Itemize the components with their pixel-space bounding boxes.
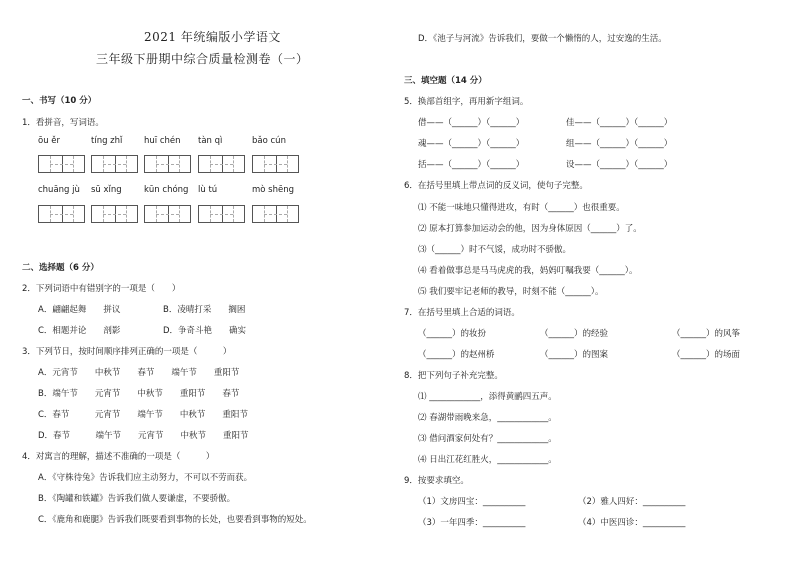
q4-option-a: A．《守株待兔》告诉我们应主动努力，不可以不劳而获。 — [38, 473, 253, 483]
pinyin-label: sū xǐng — [91, 185, 122, 195]
q9-row2-left: （3）一年四季：__________ — [418, 518, 526, 528]
q5-row3-right: 设——（______）（______） — [566, 160, 673, 170]
q4-option-c: C．《鹿角和鹿腿》告诉我们既要看到事物的长处，也要看到事物的短处。 — [38, 515, 312, 525]
q5-row1-right: 佳——（______）（______） — [566, 118, 673, 128]
question-1: 1．看拼音，写词语。 — [22, 118, 104, 128]
q7-row2-col3: （______）的场面 — [672, 350, 741, 360]
q7-row1-col2: （______）的经验 — [540, 329, 609, 339]
q3-option-c: C．春节 元宵节 端午节 中秋节 重阳节 — [38, 410, 248, 420]
q7-row2-col2: （______）的图案 — [540, 350, 609, 360]
pinyin-label: ōu ěr — [38, 136, 61, 146]
q9-row1-left: （1）文房四宝：__________ — [418, 497, 526, 507]
writing-box[interactable] — [91, 155, 138, 173]
q6-item-3: ⑶（______）时不气馁，成功时不骄傲。 — [418, 245, 572, 255]
q6-item-2: ⑵ 原本打算参加运动会的他，因为身体原因（______）了。 — [418, 224, 642, 234]
q3-option-b: B．端午节 元宵节 中秋节 重阳节 春节 — [38, 389, 240, 399]
q8-item-3: ⑶ 借问酒家何处有？____________。 — [418, 434, 557, 444]
q2-option-a: A．翩翩起舞 拼议 — [38, 305, 121, 315]
section-choice-heading: 二、选择题（6 分） — [22, 263, 99, 273]
pinyin-label: kūn chóng — [144, 185, 189, 195]
q7-row1-col1: （______）的妆扮 — [418, 329, 487, 339]
q5-row3-left: 括——（______）（______） — [418, 160, 525, 170]
section-fill-heading: 三、填空题（14 分） — [404, 76, 487, 86]
question-8: 8．把下列句子补充完整。 — [404, 371, 503, 381]
pinyin-label: huī chén — [144, 136, 181, 146]
section-writing-heading: 一、书写（10 分） — [22, 96, 97, 106]
q2-option-b: B．凌晴打采 搁困 — [163, 305, 246, 315]
writing-box[interactable] — [252, 205, 299, 223]
pinyin-label: chuāng jù — [38, 185, 80, 195]
exam-title-line1: 2021 年统编版小学语文 — [144, 30, 281, 44]
q6-item-1: ⑴ 不能一味地只懂得进攻，有时（______）也很重要。 — [418, 203, 625, 213]
q9-row2-right: （4）中医四诊：__________ — [578, 518, 686, 528]
question-9: 9．按要求填空。 — [404, 476, 469, 486]
pinyin-label: tíng zhǐ — [91, 136, 123, 146]
q8-item-1: ⑴ ____________，添得黄鹂四五声。 — [418, 392, 557, 402]
writing-box[interactable] — [198, 155, 245, 173]
q2-option-c: C．相题并论 剖影 — [38, 326, 121, 336]
q6-item-4: ⑷ 看着做事总是马马虎虎的我，妈妈叮嘱我要（______）。 — [418, 266, 638, 276]
writing-box[interactable] — [144, 155, 191, 173]
pinyin-label: tàn qì — [198, 136, 223, 146]
exam-title-line2: 三年级下册期中综合质量检测卷（一） — [96, 52, 309, 66]
q8-item-4: ⑷ 日出江花红胜火，____________。 — [418, 455, 557, 465]
question-5: 5．换部首组字，再用新字组词。 — [404, 97, 529, 107]
question-4: 4．对寓言的理解，描述不准确的一项是（ ） — [22, 452, 215, 462]
q6-item-5: ⑸ 我们要牢记老师的教导，时刻不能（______）。 — [418, 287, 604, 297]
q5-row1-left: 借——（______）（______） — [418, 118, 525, 128]
pinyin-label: bǎo cún — [252, 136, 286, 146]
q7-row1-col3: （______）的风筝 — [672, 329, 741, 339]
question-2: 2．下列词语中有错别字的一项是（ ） — [22, 284, 181, 294]
question-6: 6．在括号里填上带点词的反义词，使句子完整。 — [404, 181, 588, 191]
q3-option-d: D．春节 端午节 元宵节 中秋节 重阳节 — [38, 431, 249, 441]
q8-item-2: ⑵ 春湖带雨晚来急，____________。 — [418, 413, 557, 423]
writing-box[interactable] — [91, 205, 138, 223]
writing-box[interactable] — [38, 155, 85, 173]
q7-row2-col1: （______）的赵州桥 — [418, 350, 495, 360]
q5-row2-left: 魂——（______）（______） — [418, 139, 525, 149]
q4-option-b: B．《陶罐和铁罐》告诉我们做人要谦虚，不要骄傲。 — [38, 494, 236, 504]
writing-box[interactable] — [144, 205, 191, 223]
question-7: 7．在括号里填上合适的词语。 — [404, 308, 520, 318]
question-3: 3．下列节日，按时间顺序排列正确的一项是（ ） — [22, 347, 232, 357]
writing-box[interactable] — [38, 205, 85, 223]
q2-option-d: D．争奇斗艳 确实 — [163, 326, 247, 336]
q3-option-a: A．元宵节 中秋节 春节 端午节 重阳节 — [38, 368, 240, 378]
writing-box[interactable] — [252, 155, 299, 173]
q9-row1-right: （2）雅人四好：__________ — [578, 497, 686, 507]
pinyin-label: lù tú — [198, 185, 218, 195]
pinyin-label: mò shēng — [252, 185, 295, 195]
q5-row2-right: 组——（______）（______） — [566, 139, 673, 149]
q4-option-d: D．《池子与河流》告诉我们，要做一个懒惰的人，过安逸的生活。 — [418, 34, 667, 44]
writing-box[interactable] — [198, 205, 245, 223]
